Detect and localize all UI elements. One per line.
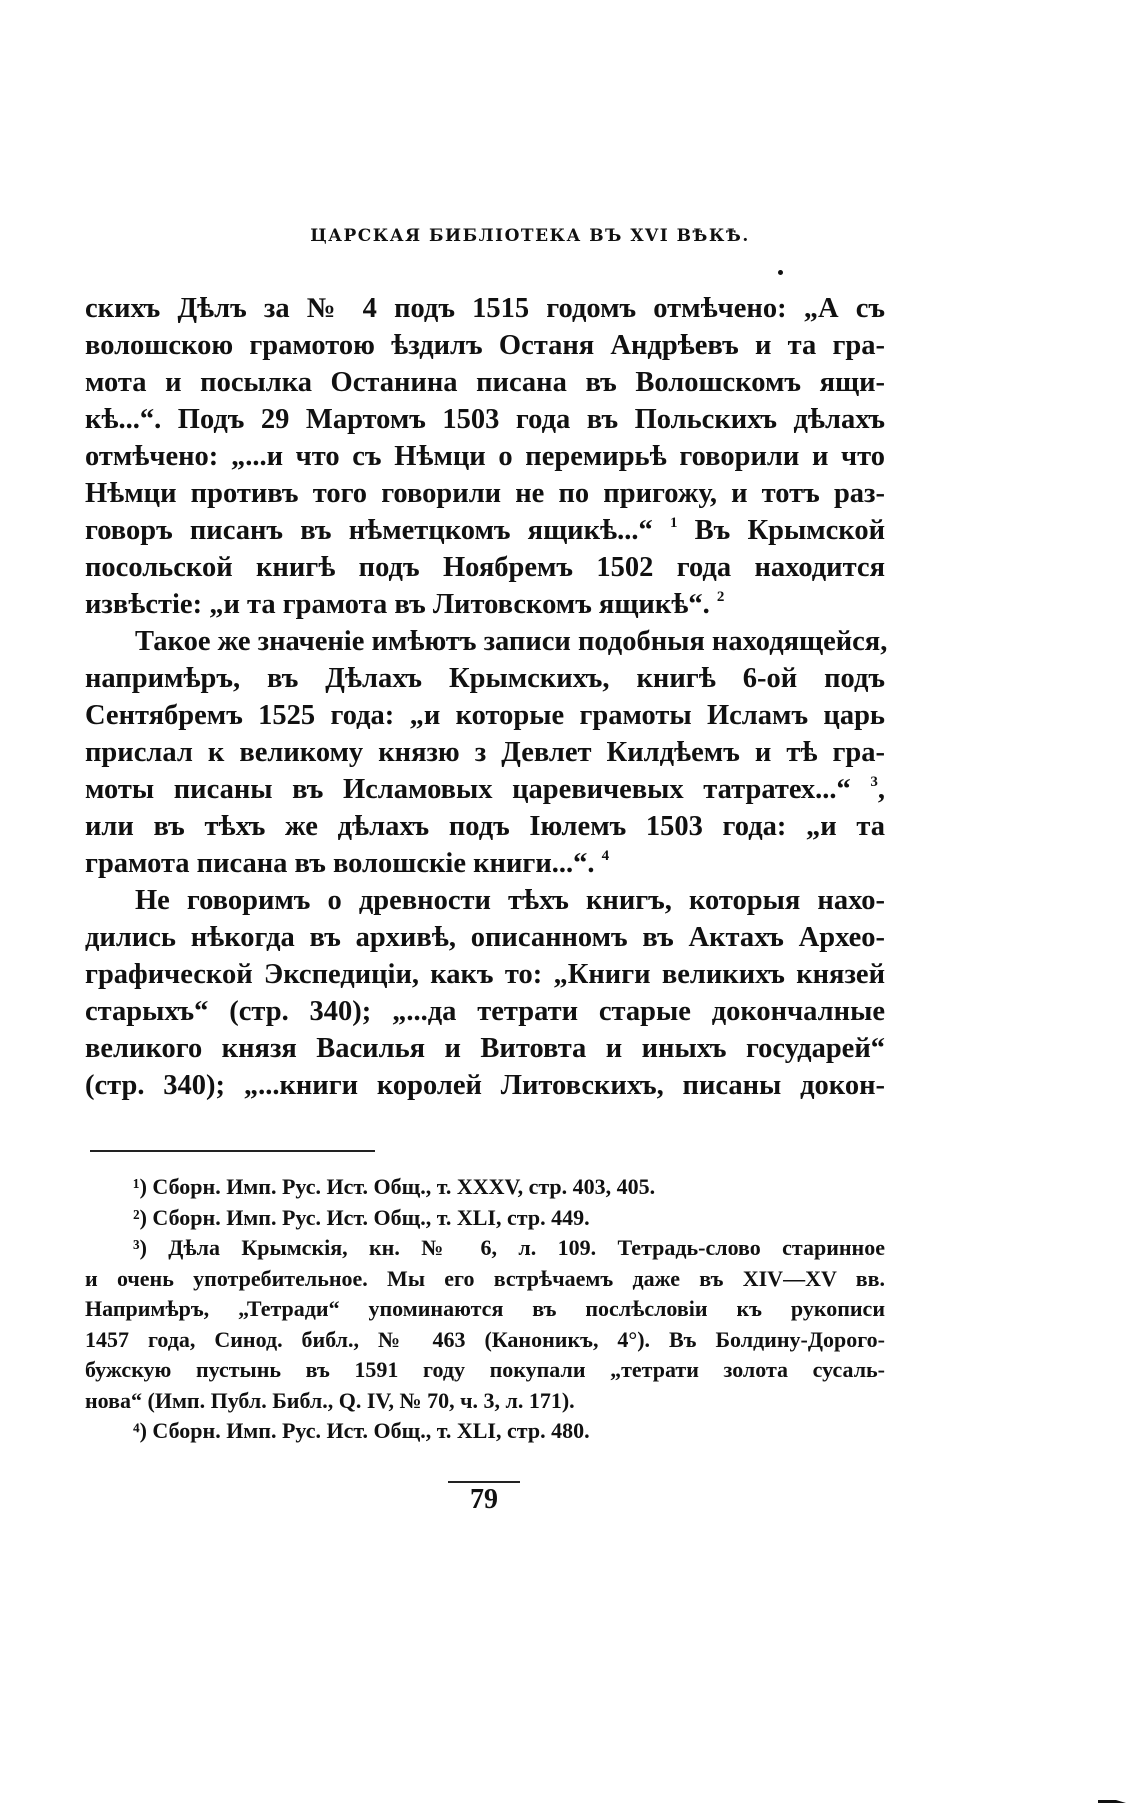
- running-head: ЦАРСКАЯ БИБЛІОТЕКА ВЪ XVI ВѢКѢ.: [310, 226, 750, 246]
- footnote-ref-2: 2: [716, 589, 725, 605]
- main-text: [85, 290, 888, 1104]
- text-line: графической Экспедиціи, какъ то: „Книги великихъ князей: [85, 959, 885, 990]
- text-segment: грамота писана въ волошскіе книги...“.: [85, 848, 595, 879]
- text-line: [85, 586, 885, 623]
- text-line-with-footnote-ref: [85, 771, 885, 808]
- footnote-ref-1: 1: [669, 515, 678, 531]
- text-line: дились нѣкогда въ архивѣ, описанномъ въ Актахъ Архео-: [85, 922, 885, 953]
- text-line: волошскою грамотою ѣздилъ Останя Андрѣевъ и та гра-: [85, 330, 885, 361]
- footnote-separator: [90, 1150, 375, 1152]
- footnote-ref-4: 4: [601, 848, 610, 864]
- text-line: Нѣмци противъ того говорили не по пригожу, и тотъ раз-: [85, 478, 885, 509]
- text-line: [85, 845, 885, 882]
- footnote-3-line: 1457 года, Синод. библ., № 463 (Каноникъ, 4°). Въ Болдину-Дорого-: [85, 1326, 885, 1352]
- text-segment: извѣстіе: „и та грамота въ Литовскомъ ящикѣ“.: [85, 589, 710, 620]
- text-segment: ,: [877, 774, 886, 805]
- footnote-ref-3: 3: [870, 774, 878, 790]
- footnote-3-line: нова“ (Имп. Публ. Библ., Q. IV, № 70, ч. 3, л. 171).: [85, 1387, 575, 1413]
- text-line: кѣ...“. Подъ 29 Мартомъ 1503 года въ Польскихъ дѣлахъ: [85, 404, 885, 435]
- text-segment: моты писаны въ Исламовых царевичевых татратех...“: [85, 774, 851, 805]
- scan-corner-mark: [1098, 1798, 1126, 1804]
- text-segment: говоръ писанъ въ нѣметцкомъ ящикѣ...“: [85, 515, 653, 546]
- text-line: посольской книгѣ подъ Ноябремъ 1502 года находится: [85, 552, 885, 583]
- footnotes: [85, 1172, 885, 1447]
- text-line: Сентябремъ 1525 года: „и которые грамоты Исламъ царь: [85, 700, 885, 731]
- footnote-3-line: Напримѣръ, „Тетради“ упоминаются въ послѣсловіи къ рукописи: [85, 1296, 885, 1321]
- text-line: Не говоримъ о древности тѣхъ книгъ, которыя нахо-: [135, 885, 885, 916]
- footnote-4: ⁴) Сборн. Имп. Рус. Ист. Общ., т. XLI, стр. 480.: [133, 1418, 590, 1443]
- text-line: великого князя Василья и Витовта и иныхъ государей“: [85, 1033, 885, 1064]
- text-line: мота и посылка Останина писана въ Волошскомъ ящи-: [85, 367, 885, 398]
- text-line: или въ тѣхъ же дѣлахъ подъ Іюлемъ 1503 года: „и та: [85, 811, 885, 842]
- footnote-3-line: бужскую пустынь въ 1591 году покупали „тетрати золота сусаль-: [85, 1357, 885, 1382]
- text-line: (стр. 340); „...книги королей Литовскихъ, писаны докон-: [85, 1070, 885, 1101]
- text-line: прислал к великому князю з Девлет Килдѣемъ и тѣ гра-: [85, 737, 885, 768]
- footnote-3-line: ³) Дѣла Крымскія, кн. № 6, л. 109. Тетрадь-слово старинное: [133, 1235, 885, 1260]
- text-line-with-footnote-ref: [85, 512, 885, 549]
- text-line: напримѣръ, въ Дѣлахъ Крымскихъ, книгѣ 6-ой подъ: [85, 663, 885, 694]
- text-line: отмѣчено: „...и что съ Нѣмци о перемирьѣ говорили и что: [85, 441, 885, 472]
- ink-dot: [778, 270, 783, 275]
- text-segment: Въ Крымской: [694, 515, 886, 546]
- footnote-2: ²) Сборн. Имп. Рус. Ист. Общ., т. XLI, стр. 449.: [133, 1204, 590, 1230]
- footnote-1: ¹) Сборн. Имп. Рус. Ист. Общ., т. XXXV, стр. 403, 405.: [133, 1174, 656, 1199]
- page-number: 79: [470, 1484, 498, 1515]
- text-line: скихъ Дѣлъ за № 4 подъ 1515 годомъ отмѣчено: „А съ: [85, 293, 885, 324]
- page-number-rule: [448, 1481, 520, 1483]
- text-line: старыхъ“ (стр. 340); „...да тетрати старые докончалные: [85, 996, 885, 1027]
- text-line: Такое же значеніе имѣютъ записи подобныя находящейся,: [135, 626, 888, 657]
- footnote-3-line: и очень употребительное. Мы его встрѣчаемъ даже въ XIV—XV вв.: [85, 1265, 885, 1291]
